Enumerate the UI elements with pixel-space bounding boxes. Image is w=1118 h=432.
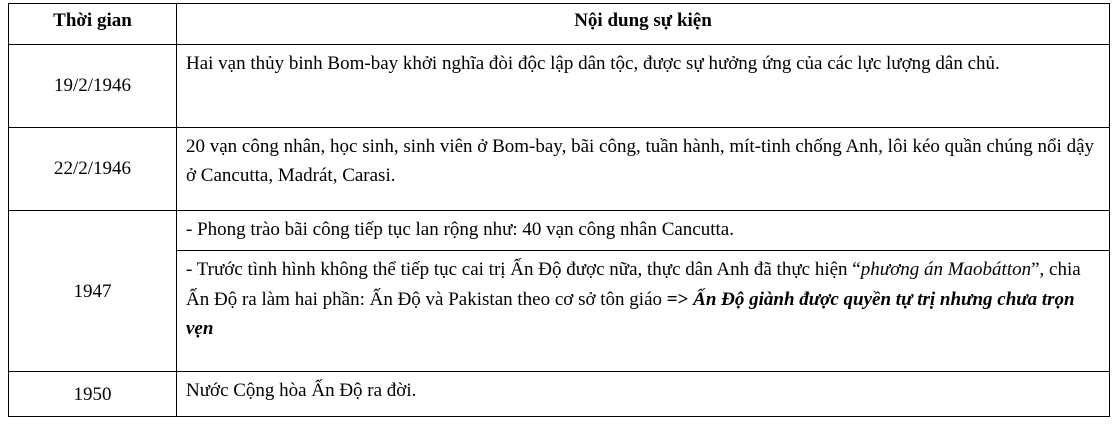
- conclusion-text: Ấn Độ giành được quyền tự trị nhưng chưa trọn vẹn: [186, 288, 1075, 340]
- table-row: [9, 128, 1110, 211]
- row-content: 20 vạn công nhân, học sinh, sinh viên ở Bom-bay, bãi công, tuần hành, mít-tinh chống Anh, lôi kéo quần chúng nổi dậy ở Cancutta, Madrát, Carasi.: [177, 128, 1110, 211]
- content-text: - Trước tình hình không thể tiếp tục cai trị Ấn Độ được nữa, thực dân Anh đã thực hiện “: [186, 259, 861, 281]
- table-row: [9, 372, 1110, 417]
- table-row: [9, 211, 1110, 251]
- table-row: [9, 45, 1110, 128]
- row-time: 1947: [9, 211, 177, 372]
- row-content: Hai vạn thủy binh Bom-bay khởi nghĩa đòi độc lập dân tộc, được sự hưởng ứng của các lực lượng dân chủ.: [177, 45, 1110, 128]
- row-time: 1950: [9, 372, 177, 417]
- row-content: - Phong trào bãi công tiếp tục lan rộng như: 40 vạn công nhân Cancutta.: [177, 211, 1110, 251]
- row-content: Nước Cộng hòa Ấn Độ ra đời.: [177, 372, 1110, 417]
- row-time: 19/2/1946: [9, 45, 177, 128]
- header-row: [9, 4, 1110, 45]
- content-italic-text: phương án Maobátton: [860, 259, 1032, 281]
- events-table: [8, 3, 1110, 417]
- header-time: Thời gian: [9, 4, 177, 45]
- content-text: ”, chia Ấn Độ ra làm hai phần: Ấn Độ và Pakistan theo cơ sở tôn giáo: [186, 259, 1081, 310]
- arrow-text: =>: [666, 288, 694, 310]
- header-content: Nội dung sự kiện: [177, 4, 1110, 45]
- row-content: [177, 251, 1110, 372]
- row-time: 22/2/1946: [9, 128, 177, 211]
